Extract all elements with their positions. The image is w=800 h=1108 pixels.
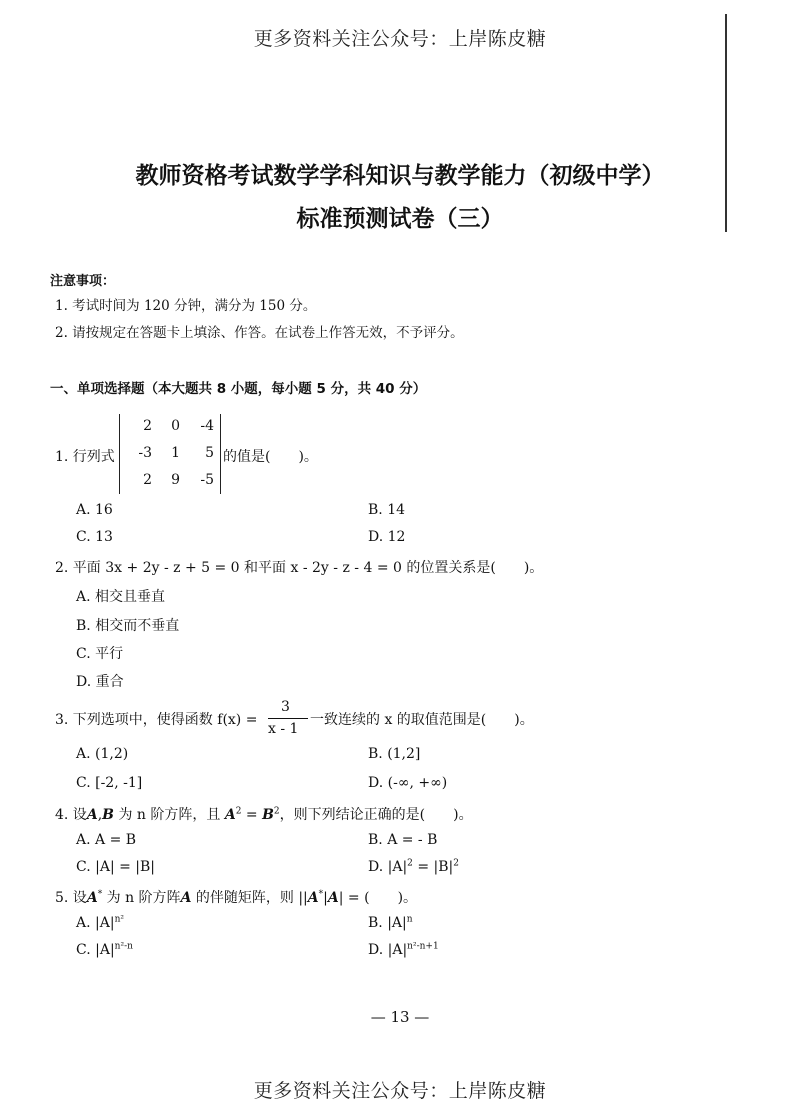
q4-option-d-exp-b: 2 — [453, 858, 459, 869]
det-cell: 0 — [171, 418, 180, 434]
q1-option-a: A. 16 — [76, 502, 113, 518]
q2-text: 2. 平面 3x + 2y - z + 5 = 0 和平面 x - 2y - z - 4 = 0 的位置关系是( )。 — [55, 560, 544, 576]
q1-option-b: B. 14 — [368, 502, 406, 518]
page-title: 教师资格考试数学学科知识与教学能力（初级中学） — [135, 163, 665, 189]
det-cell: -5 — [200, 472, 214, 488]
q1-prefix: 1. 行列式 — [55, 449, 115, 465]
q1-determinant — [119, 414, 221, 494]
q4-option-d-right: = |B| — [417, 859, 454, 875]
q1-suffix: 的值是( )。 — [223, 449, 318, 465]
det-cell: 2 — [143, 418, 152, 434]
q5-option-c — [76, 942, 133, 958]
q5-option-b-text: B. |A| — [368, 915, 407, 931]
header-watermark: 更多资料关注公众号：上岸陈皮糖 — [253, 28, 547, 50]
q3-suffix: 一致连续的 x 的取值范围是( )。 — [310, 712, 534, 728]
q4-exp-a: 2 — [235, 806, 242, 817]
q2-option-a: A. 相交且垂直 — [76, 589, 166, 605]
q5-option-a — [76, 915, 124, 931]
q5-option-d-text: D. |A| — [368, 942, 408, 958]
q3-fraction-bar — [268, 718, 308, 719]
q3-option-b: B. (1,2] — [368, 746, 421, 762]
q5-option-c-text: C. |A| — [76, 942, 115, 958]
q5-mid: 为 n 阶方阵 — [106, 890, 181, 906]
q3-denominator: x - 1 — [268, 721, 299, 737]
q5-option-d — [368, 942, 439, 958]
det-cell: -4 — [200, 418, 214, 434]
notice-heading: 注意事项： — [50, 274, 116, 289]
q2-option-c: C. 平行 — [76, 646, 124, 662]
det-cell: 5 — [205, 445, 214, 461]
q5-option-a-exp: n² — [114, 914, 124, 925]
q4-mid: 为 n 阶方阵，且 — [118, 807, 221, 823]
det-cell: -3 — [138, 445, 152, 461]
q4-option-c: C. |A| = |B| — [76, 859, 156, 875]
q3-prefix: 3. 下列选项中，使得函数 f(x) = — [55, 712, 258, 728]
q4-suffix: ，则下列结论正确的是( )。 — [279, 807, 473, 823]
det-cell: 2 — [143, 472, 152, 488]
q1-option-d: D. 12 — [368, 529, 406, 545]
det-cell: 9 — [171, 472, 180, 488]
q5-option-b — [368, 915, 413, 931]
q4-option-d-left: D. |A| — [368, 859, 408, 875]
notice-item-2: 2. 请按规定在答题卡上填涂、作答。在试卷上作答无效，不予评分。 — [55, 325, 464, 341]
q4-option-d — [368, 859, 459, 875]
q5-option-b-exp: n — [406, 914, 413, 925]
q5-suffix: 的伴随矩阵，则 — [195, 890, 294, 906]
q5-option-d-exp: n²-n+1 — [407, 941, 439, 952]
q4-prefix: 4. 设 — [55, 807, 87, 823]
q5-option-c-exp: n²-n — [114, 941, 133, 952]
q5-text: 5. 设A* 为 n 阶方阵A 的伴随矩阵，则 ||A*|A| = ( )。 — [55, 889, 418, 906]
q2-option-d: D. 重合 — [76, 674, 124, 690]
q4-option-a: A. A = B — [76, 832, 137, 848]
q4-option-b: B. A = - B — [368, 832, 438, 848]
q3-option-d: D. (-∞, +∞) — [368, 775, 448, 791]
q1-option-c: C. 13 — [76, 529, 113, 545]
q4-exp-b: 2 — [273, 806, 280, 817]
q3-option-c: C. [-2, -1] — [76, 775, 143, 791]
det-cell: 1 — [171, 445, 180, 461]
q2-option-b: B. 相交而不垂直 — [76, 618, 180, 634]
q5-end: = ( )。 — [347, 890, 418, 906]
section-heading: 一、单项选择题（本大题共 8 小题，每小题 5 分，共 40 分） — [50, 381, 427, 397]
q3-option-a: A. (1,2) — [76, 746, 129, 762]
page-number: — 13 — — [370, 1008, 430, 1026]
page-subtitle: 标准预测试卷（三） — [296, 206, 504, 232]
footer-watermark: 更多资料关注公众号：上岸陈皮糖 — [253, 1080, 547, 1102]
q3-numerator: 3 — [281, 699, 290, 715]
notice-item-1: 1. 考试时间为 120 分钟，满分为 150 分。 — [55, 298, 317, 314]
q5-prefix: 5. 设 — [55, 890, 87, 906]
q4-option-d-exp-a: 2 — [407, 858, 413, 869]
q4-text: 4. 设A,B 为 n 阶方阵，且 $A^2 = B^2$，则下列结论正确的是( )。 — [55, 806, 473, 823]
q5-option-a-text: A. |A| — [76, 915, 115, 931]
